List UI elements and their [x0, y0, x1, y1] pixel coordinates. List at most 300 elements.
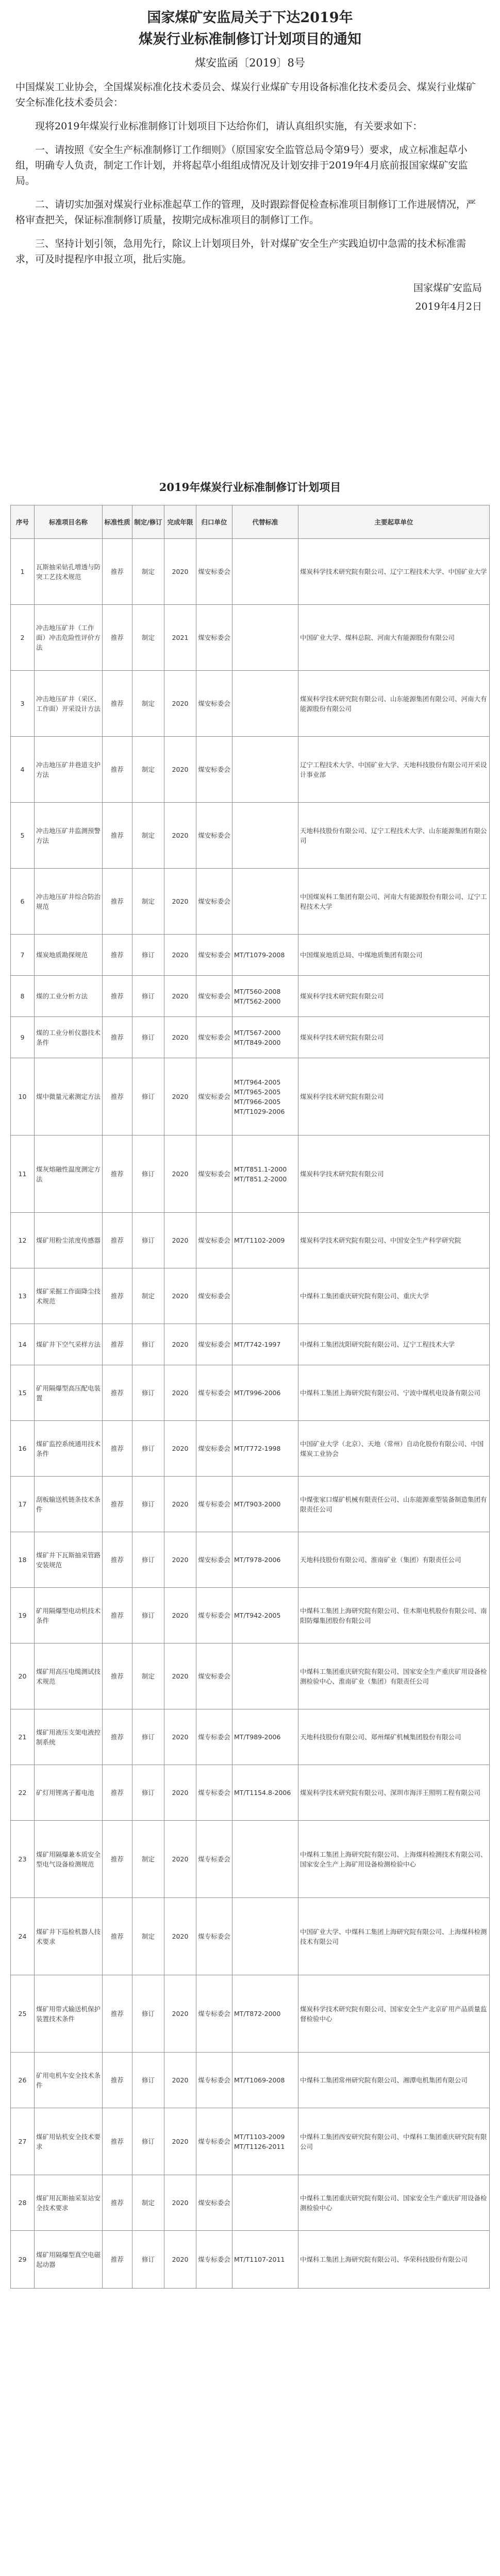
cell-nature: 推荐: [103, 2053, 132, 2108]
cell-type: 制定: [132, 1643, 164, 1709]
cell-year: 2020: [164, 1136, 196, 1213]
cell-nature: 推荐: [103, 605, 132, 671]
cell-dept: 煤专标委会: [196, 1898, 232, 1975]
table-row: [11, 935, 490, 976]
cell-name: 煤矿井下巡检机器人技术要求: [35, 1898, 103, 1975]
cell-dept: 煤专标委会: [196, 1709, 232, 1765]
cell-type: 制定: [132, 1268, 164, 1324]
cell-replaces: [232, 803, 298, 869]
cell-nature: 推荐: [103, 869, 132, 935]
cell-type: 修订: [132, 2231, 164, 2289]
cell-replaces: [232, 2175, 298, 2231]
cell-type: 修订: [132, 1136, 164, 1213]
cell-name: 煤矿监控系统通用技术条件: [35, 1421, 103, 1477]
cell-name: 煤矿用隔爆兼本质安全型电气设备检测规范: [35, 1821, 103, 1898]
table-row: [11, 1709, 490, 1765]
cell-nature: 推荐: [103, 1136, 132, 1213]
cell-drafters: 中煤科工集团上海研究院有限公司、上海煤科检测技术有限公司、国家安全生产上海矿用设备检测检验中心: [298, 1821, 490, 1898]
cell-no: 23: [11, 1821, 35, 1898]
cell-no: 10: [11, 1058, 35, 1136]
cell-no: 22: [11, 1765, 35, 1821]
cell-type: 修订: [132, 1213, 164, 1268]
cell-name: 刮板输送机链条技术条件: [35, 1477, 103, 1532]
cell-name: 冲击地压矿井监测预警方法: [35, 803, 103, 869]
cell-dept: 煤安标委会: [196, 671, 232, 737]
replaced-standard: MT/T1069-2008: [234, 2076, 285, 2084]
cell-type: 制定: [132, 869, 164, 935]
cell-drafters: 中国矿业大学（北京）、天地（常州）自动化股份有限公司、中国煤炭工业协会: [298, 1421, 490, 1477]
cell-drafters: 中煤科工集团重庆研究院有限公司、国家安全生产重庆矿用设备检测检验中心、淮南矿业（集团）有限责任公司: [298, 1643, 490, 1709]
plan-table: [10, 505, 490, 2289]
cell-drafters: 中国矿业大学、中煤科工集团上海研究院有限公司、上海煤科检测技术有限公司: [298, 1898, 490, 1975]
cell-type: 修订: [132, 1365, 164, 1421]
cell-type: 制定: [132, 737, 164, 803]
cell-drafters: 煤炭科学技术研究院有限公司: [298, 1017, 490, 1058]
cell-name: 煤矿用钻机安全技术要求: [35, 2108, 103, 2175]
cell-no: 13: [11, 1268, 35, 1324]
cell-nature: 推荐: [103, 803, 132, 869]
cell-drafters: 辽宁工程技术大学、中国矿业大学、天地科技股份有限公司开采设计事业部: [298, 737, 490, 803]
cell-replaces: [232, 1477, 298, 1532]
header-type: 制定/修订: [132, 505, 164, 539]
table-row: [11, 803, 490, 869]
cell-drafters: 煤炭科学技术研究院有限公司: [298, 1058, 490, 1136]
cell-no: 7: [11, 935, 35, 976]
cell-dept: 煤安标委会: [196, 1058, 232, 1136]
header-dept: 归口单位: [196, 505, 232, 539]
cell-name: 煤炭地质勘探规范: [35, 935, 103, 976]
cell-no: 29: [11, 2231, 35, 2289]
cell-dept: 煤安标委会: [196, 803, 232, 869]
cell-dept: 煤安标委会: [196, 1532, 232, 1588]
table-row: [11, 737, 490, 803]
cell-dept: 煤专标委会: [196, 1477, 232, 1532]
cell-nature: 推荐: [103, 1765, 132, 1821]
cell-drafters: 煤炭科学技术研究院有限公司、中国安全生产科学研究院: [298, 1213, 490, 1268]
cell-drafters: 中煤科工集团上海研究院有限公司、佳木斯电机股份有限公司、南阳防爆集团股份有限公司: [298, 1588, 490, 1643]
cell-type: 制定: [132, 605, 164, 671]
cell-drafters: 煤炭科学技术研究院有限公司: [298, 976, 490, 1017]
cell-year: 2020: [164, 1709, 196, 1765]
cell-year: 2020: [164, 1975, 196, 2053]
table-row: [11, 1821, 490, 1898]
cell-no: 12: [11, 1213, 35, 1268]
table-row: [11, 1017, 490, 1058]
cell-year: 2020: [164, 1643, 196, 1709]
replaced-standard: MT/T978-2006: [234, 1556, 281, 1564]
cell-replaces: [232, 1058, 298, 1136]
cell-nature: 推荐: [103, 1975, 132, 2053]
cell-dept: 煤安标委会: [196, 1017, 232, 1058]
cell-type: 修订: [132, 1017, 164, 1058]
table-row: [11, 1421, 490, 1477]
cell-no: 20: [11, 1643, 35, 1709]
cell-nature: 推荐: [103, 2108, 132, 2175]
cell-replaces: [232, 1643, 298, 1709]
replaced-standard: MT/T851.1-2000: [234, 1165, 287, 1173]
cell-year: 2020: [164, 2108, 196, 2175]
cell-nature: 推荐: [103, 1365, 132, 1421]
cell-no: 25: [11, 1975, 35, 2053]
cell-name: 冲击地压矿井（工作面）冲击危险性评价方法: [35, 605, 103, 671]
replaced-standard: MT/T560-2008: [234, 987, 281, 995]
table-row: [11, 1975, 490, 2053]
replaced-standard: MT/T964-2005: [234, 1078, 281, 1086]
document-number: 煤安监函〔2019〕8号: [195, 57, 305, 69]
cell-dept: 煤安标委会: [196, 1324, 232, 1365]
cell-type: 修订: [132, 1975, 164, 2053]
header-replaces: 代替标准: [232, 505, 298, 539]
replaced-standard: MT/T1107-2011: [234, 2256, 285, 2263]
cell-name: 矿灯用锂离子蓄电池: [35, 1765, 103, 1821]
cell-dept: 煤安标委会: [196, 935, 232, 976]
cell-year: 2020: [164, 1477, 196, 1532]
cell-replaces: [232, 1709, 298, 1765]
cell-nature: 推荐: [103, 2175, 132, 2231]
cell-name: 煤矿用带式输送机保护装置技术条件: [35, 1975, 103, 2053]
cell-type: 制定: [132, 1898, 164, 1975]
cell-no: 24: [11, 1898, 35, 1975]
table-row: [11, 1268, 490, 1324]
cell-drafters: 中煤科工集团重庆研究院有限公司、重庆大学: [298, 1268, 490, 1324]
cell-replaces: [232, 1765, 298, 1821]
cell-year: 2020: [164, 976, 196, 1017]
notice: [0, 0, 500, 314]
cell-no: 19: [11, 1588, 35, 1643]
issue-date: 2019年4月2日: [415, 301, 482, 312]
cell-no: 14: [11, 1324, 35, 1365]
cell-nature: 推荐: [103, 737, 132, 803]
cell-nature: 推荐: [103, 1268, 132, 1324]
cell-nature: 推荐: [103, 1058, 132, 1136]
cell-drafters: 中煤科工集团重庆研究院有限公司、国家安全生产重庆矿用设备检测检验中心: [298, 2175, 490, 2231]
table-row: [11, 1213, 490, 1268]
cell-year: 2020: [164, 935, 196, 976]
cell-nature: 推荐: [103, 1477, 132, 1532]
cell-replaces: [232, 1421, 298, 1477]
cell-drafters: 中煤科工集团沈阳研究院有限公司、辽宁工程技术大学: [298, 1324, 490, 1365]
cell-no: 27: [11, 2108, 35, 2175]
cell-name: 矿用隔爆型高压配电装置: [35, 1365, 103, 1421]
cell-type: 修订: [132, 1532, 164, 1588]
cell-dept: 煤安标委会: [196, 1421, 232, 1477]
cell-dept: 煤安标委会: [196, 1643, 232, 1709]
replaced-standard: MT/T872-2000: [234, 2010, 281, 2018]
cell-drafters: 中煤科工集团上海研究院有限公司、华荣科技股份有限公司: [298, 2231, 490, 2289]
cell-drafters: 中煤张家口煤矿机械有限责任公司、山东能源重型装备制造集团有限责任公司: [298, 1477, 490, 1532]
header-nature: 标准性质: [103, 505, 132, 539]
cell-replaces: [232, 935, 298, 976]
cell-nature: 推荐: [103, 1421, 132, 1477]
cell-name: 煤矿用高压电缆测试技术规范: [35, 1643, 103, 1709]
cell-year: 2020: [164, 803, 196, 869]
cell-no: 3: [11, 671, 35, 737]
cell-no: 17: [11, 1477, 35, 1532]
cell-type: 修订: [132, 1477, 164, 1532]
header-no: 序号: [11, 505, 35, 539]
cell-type: 修订: [132, 1588, 164, 1643]
cell-nature: 推荐: [103, 1821, 132, 1898]
cell-drafters: 中煤科工集团上海研究院有限公司、宁波中煤机电设备有限公司: [298, 1365, 490, 1421]
table-row: [11, 2108, 490, 2175]
cell-nature: 推荐: [103, 1324, 132, 1365]
replaced-standard: MT/T966-2005: [234, 1097, 281, 1106]
cell-no: 26: [11, 2053, 35, 2108]
cell-nature: 推荐: [103, 2231, 132, 2289]
cell-no: 16: [11, 1421, 35, 1477]
cell-drafters: 中国矿业大学、煤科总院、河南大有能源股份有限公司: [298, 605, 490, 671]
paragraph-requirement-3: 三、坚持计划引领，急用先行，除议上计划项目外，针对煤矿安全生产实践迫切中急需的技术标准需求，可及时提程序申报立项，批后实施。: [15, 238, 466, 265]
cell-replaces: [232, 671, 298, 737]
cell-replaces: [232, 1324, 298, 1365]
table-row: [11, 1136, 490, 1213]
replaced-standard: MT/T1079-2008: [234, 951, 285, 959]
cell-year: 2020: [164, 1365, 196, 1421]
cell-year: 2020: [164, 2231, 196, 2289]
recipients: 中国煤炭工业协会，全国煤炭标准化技术委员会、煤炭行业煤矿专用设备标准化技术委员会、煤炭行业煤矿安全标准化技术委员会：: [15, 81, 476, 108]
cell-nature: 推荐: [103, 1532, 132, 1588]
table-row: [11, 976, 490, 1017]
cell-year: 2020: [164, 2053, 196, 2108]
paragraph-requirement-1: 一、请按照《安全生产标准制修订工作细则》（原国家安全监管总局令第9号）要求，成立标准起草小组，明确专人负责，制定工作计划，并将起草小组组成情况及计划安排于2019年4月底前报国家煤矿安监局。: [15, 144, 468, 187]
cell-dept: 煤安标委会: [196, 976, 232, 1017]
table-row: [11, 1477, 490, 1532]
table-row: [11, 2175, 490, 2231]
cell-replaces: [232, 2231, 298, 2289]
table-row: [11, 1365, 490, 1421]
replaced-standard: MT/T1103-2009: [234, 2132, 285, 2141]
cell-year: 2020: [164, 1058, 196, 1136]
cell-type: 制定: [132, 671, 164, 737]
cell-dept: 煤专标委会: [196, 1821, 232, 1898]
replaced-standard: MT/T1126-2011: [234, 2142, 285, 2150]
cell-name: 矿用电机车安全技术条件: [35, 2053, 103, 2108]
cell-dept: 煤安标委会: [196, 605, 232, 671]
cell-year: 2020: [164, 1588, 196, 1643]
cell-type: 修订: [132, 935, 164, 976]
cell-year: 2020: [164, 1898, 196, 1975]
cell-type: 修订: [132, 976, 164, 1017]
table-row: [11, 605, 490, 671]
cell-name: 冲击地压矿井综合防治规范: [35, 869, 103, 935]
cell-dept: 煤安标委会: [196, 1136, 232, 1213]
cell-no: 15: [11, 1365, 35, 1421]
cell-type: 修订: [132, 1421, 164, 1477]
cell-dept: 煤专标委会: [196, 2053, 232, 2108]
header-drafters: 主要起草单位: [298, 505, 490, 539]
cell-name: 矿用隔爆型电动机技术条件: [35, 1588, 103, 1643]
cell-drafters: 煤炭科学技术研究院有限公司、国家安全生产北京矿用产品质量监督检验中心: [298, 1975, 490, 2053]
cell-replaces: [232, 1365, 298, 1421]
cell-name: 煤矿采掘工作面降尘技术规范: [35, 1268, 103, 1324]
cell-dept: 煤安标委会: [196, 1213, 232, 1268]
cell-dept: 煤安标委会: [196, 1268, 232, 1324]
cell-year: 2020: [164, 869, 196, 935]
cell-drafters: 煤炭科学技术研究院有限公司: [298, 1136, 490, 1213]
table-row: [11, 1643, 490, 1709]
cell-year: 2020: [164, 1765, 196, 1821]
table-row: [11, 869, 490, 935]
cell-drafters: 天地科技股份有限公司、郑州煤矿机械集团股份有限公司: [298, 1709, 490, 1765]
plan-table-title: 2019年煤炭行业标准制修订计划项目: [159, 481, 341, 494]
cell-replaces: [232, 1213, 298, 1268]
cell-replaces: [232, 1268, 298, 1324]
cell-type: 制定: [132, 1821, 164, 1898]
paragraph-requirement-2: 二、请切实加强对煤炭行业标准起草工作的管理，及时跟踪督促检查标准项目制修订工作进展情况，严格审查把关，保证标准制修订质量，按期完成标准项目的制修订工作。: [15, 199, 476, 226]
cell-nature: 推荐: [103, 1709, 132, 1765]
cell-replaces: [232, 737, 298, 803]
cell-dept: 煤安标委会: [196, 539, 232, 605]
replaced-standard: MT/T903-2000: [234, 1500, 281, 1508]
notice-title-line2: 煤炭行业标准制修订计划项目的通知: [139, 31, 361, 47]
table-row: [11, 539, 490, 605]
cell-no: 4: [11, 737, 35, 803]
table-row: [11, 1898, 490, 1975]
cell-nature: 推荐: [103, 671, 132, 737]
cell-no: 18: [11, 1532, 35, 1588]
header-year: 完成年限: [164, 505, 196, 539]
cell-dept: 煤专标委会: [196, 1765, 232, 1821]
replaced-standard: MT/T562-2000: [234, 997, 281, 1005]
cell-replaces: [232, 976, 298, 1017]
cell-no: 9: [11, 1017, 35, 1058]
cell-year: 2020: [164, 1268, 196, 1324]
replaced-standard: MT/T851.2-2000: [234, 1175, 287, 1183]
cell-year: 2020: [164, 1821, 196, 1898]
cell-replaces: [232, 1588, 298, 1643]
cell-replaces: [232, 2053, 298, 2108]
cell-replaces: [232, 539, 298, 605]
cell-type: 修订: [132, 2108, 164, 2175]
notice-title-line1: 国家煤矿安监局关于下达2019年: [147, 10, 353, 26]
cell-drafters: 中国煤炭地质总局、中煤地质集团有限公司: [298, 935, 490, 976]
cell-replaces: [232, 1136, 298, 1213]
replaced-standard: MT/T942-2005: [234, 1612, 281, 1619]
cell-drafters: 天地科技股份有限公司、淮南矿业（集团）有限责任公司: [298, 1532, 490, 1588]
cell-drafters: 中国煤炭科工集团有限公司、河南大有能源股份有限公司、辽宁工程技术大学: [298, 869, 490, 935]
cell-nature: 推荐: [103, 1213, 132, 1268]
table-row: [11, 1058, 490, 1136]
cell-no: 21: [11, 1709, 35, 1765]
cell-type: 修订: [132, 1709, 164, 1765]
cell-type: 修订: [132, 2053, 164, 2108]
cell-name: 瓦斯抽采钻孔增透与防突工艺技术规范: [35, 539, 103, 605]
cell-type: 制定: [132, 803, 164, 869]
replaced-standard: MT/T742-1997: [234, 1341, 281, 1348]
cell-replaces: [232, 1532, 298, 1588]
cell-replaces: [232, 1898, 298, 1975]
cell-type: 制定: [132, 539, 164, 605]
cell-name: 煤矿井下空气采样方法: [35, 1324, 103, 1365]
replaced-standard: MT/T567-2000: [234, 1028, 281, 1037]
cell-name: 煤矿井下瓦斯抽采管路安装规范: [35, 1532, 103, 1588]
cell-replaces: [232, 1017, 298, 1058]
cell-drafters: 煤炭科学技术研究院有限公司、辽宁工程技术大学、中国矿业大学: [298, 539, 490, 605]
replaced-standard: MT/T996-2006: [234, 1389, 281, 1397]
cell-no: 2: [11, 605, 35, 671]
cell-year: 2020: [164, 1017, 196, 1058]
cell-name: 煤矿用瓦斯抽采泵站安全技术要求: [35, 2175, 103, 2231]
cell-year: 2020: [164, 1421, 196, 1477]
cell-nature: 推荐: [103, 976, 132, 1017]
cell-no: 5: [11, 803, 35, 869]
table-row: [11, 2231, 490, 2289]
cell-dept: 煤安标委会: [196, 869, 232, 935]
cell-dept: 煤安标委会: [196, 737, 232, 803]
replaced-standard: MT/T1029-2006: [234, 1107, 285, 1115]
table-row: [11, 1765, 490, 1821]
cell-name: 煤矿用液压支架电液控制系统: [35, 1709, 103, 1765]
cell-dept: 煤专标委会: [196, 2108, 232, 2175]
cell-year: 2020: [164, 737, 196, 803]
cell-dept: 煤专标委会: [196, 1588, 232, 1643]
cell-no: 28: [11, 2175, 35, 2231]
plan-table-body: [11, 539, 490, 2289]
cell-name: 冲击地压矿井巷道支护方法: [35, 737, 103, 803]
cell-no: 6: [11, 869, 35, 935]
cell-dept: 煤专标委会: [196, 2231, 232, 2289]
cell-name: 煤灰熔融性温度测定方法: [35, 1136, 103, 1213]
cell-replaces: [232, 605, 298, 671]
cell-year: 2020: [164, 2175, 196, 2231]
replaced-standard: MT/T772-1998: [234, 1445, 281, 1452]
cell-drafters: 中煤科工集团常州研究院有限公司、湘潭电机集团有限公司: [298, 2053, 490, 2108]
cell-type: 修订: [132, 1058, 164, 1136]
replaced-standard: MT/T965-2005: [234, 1088, 281, 1096]
cell-type: 制定: [132, 2175, 164, 2231]
cell-replaces: [232, 1975, 298, 2053]
cell-name: 冲击地压矿井（采区、工作面）开采设计方法: [35, 671, 103, 737]
cell-name: 煤的工业分析仪器技术条件: [35, 1017, 103, 1058]
cell-year: 2020: [164, 671, 196, 737]
cell-year: 2020: [164, 1213, 196, 1268]
cell-drafters: 天地科技股份有限公司、辽宁工程技术大学、山东能源集团有限公司: [298, 803, 490, 869]
cell-no: 1: [11, 539, 35, 605]
table-row: [11, 1324, 490, 1365]
cell-no: 8: [11, 976, 35, 1017]
cell-dept: 煤专标委会: [196, 1365, 232, 1421]
cell-nature: 推荐: [103, 1588, 132, 1643]
cell-type: 修订: [132, 1324, 164, 1365]
replaced-standard: MT/T989-2006: [234, 1733, 281, 1741]
signature: 国家煤矿安监局: [413, 282, 482, 294]
cell-drafters: 中煤科工集团西安研究院有限公司、中煤科工集团重庆研究院有限公司: [298, 2108, 490, 2175]
cell-drafters: 煤炭科学技术研究院有限公司、山东能源集团有限公司、河南大有能源股份有限公司: [298, 671, 490, 737]
cell-nature: 推荐: [103, 1898, 132, 1975]
cell-year: 2020: [164, 1532, 196, 1588]
cell-drafters: 煤炭科学技术研究院有限公司、深圳市海洋王照明工程有限公司: [298, 1765, 490, 1821]
table-row: [11, 1532, 490, 1588]
cell-name: 煤矿用隔爆型真空电磁起动器: [35, 2231, 103, 2289]
cell-dept: 煤专标委会: [196, 1975, 232, 2053]
replaced-standard: MT/T1154.8-2006: [234, 1789, 291, 1797]
cell-dept: 煤安标委会: [196, 2175, 232, 2231]
cell-nature: 推荐: [103, 539, 132, 605]
paragraph-intro: 现将2019年煤炭行业标准制修订计划项目下达给你们，请认真组织实施，有关要求如下：: [35, 121, 423, 132]
table-row: [11, 1588, 490, 1643]
cell-name: 煤的工业分析方法: [35, 976, 103, 1017]
cell-replaces: [232, 1821, 298, 1898]
cell-replaces: [232, 2108, 298, 2175]
cell-year: 2021: [164, 605, 196, 671]
cell-nature: 推荐: [103, 1017, 132, 1058]
cell-name: 煤中微量元素测定方法: [35, 1058, 103, 1136]
table-row: [11, 671, 490, 737]
cell-year: 2020: [164, 539, 196, 605]
cell-nature: 推荐: [103, 935, 132, 976]
cell-no: 11: [11, 1136, 35, 1213]
cell-year: 2020: [164, 1324, 196, 1365]
